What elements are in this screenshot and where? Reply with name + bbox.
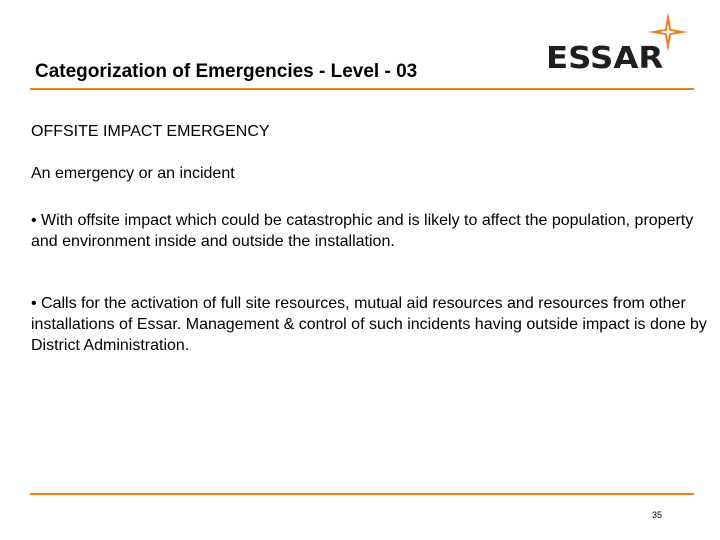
slide-title: Categorization of Emergencies - Level - 03 — [35, 61, 418, 82]
essar-logo — [540, 10, 690, 80]
header-divider — [30, 88, 694, 90]
section-heading: OFFSITE IMPACT EMERGENCY — [31, 123, 270, 140]
footer-divider — [30, 493, 694, 495]
intro-text: An emergency or an incident — [31, 165, 235, 182]
essar-star-icon — [646, 10, 690, 54]
bullet-item: • With offsite impact which could be catastrophic and is likely to affect the population, property and environment inside and outside the installation. — [31, 212, 694, 250]
page-number: 35 — [652, 510, 663, 520]
bullet-item: • Calls for the activation of full site resources, mutual aid resources and resources from other installations of Essar. Management & control of such incidents having outside impact is done by District Administration. — [31, 295, 707, 354]
logo-wordmark: ESSAR — [546, 41, 664, 76]
